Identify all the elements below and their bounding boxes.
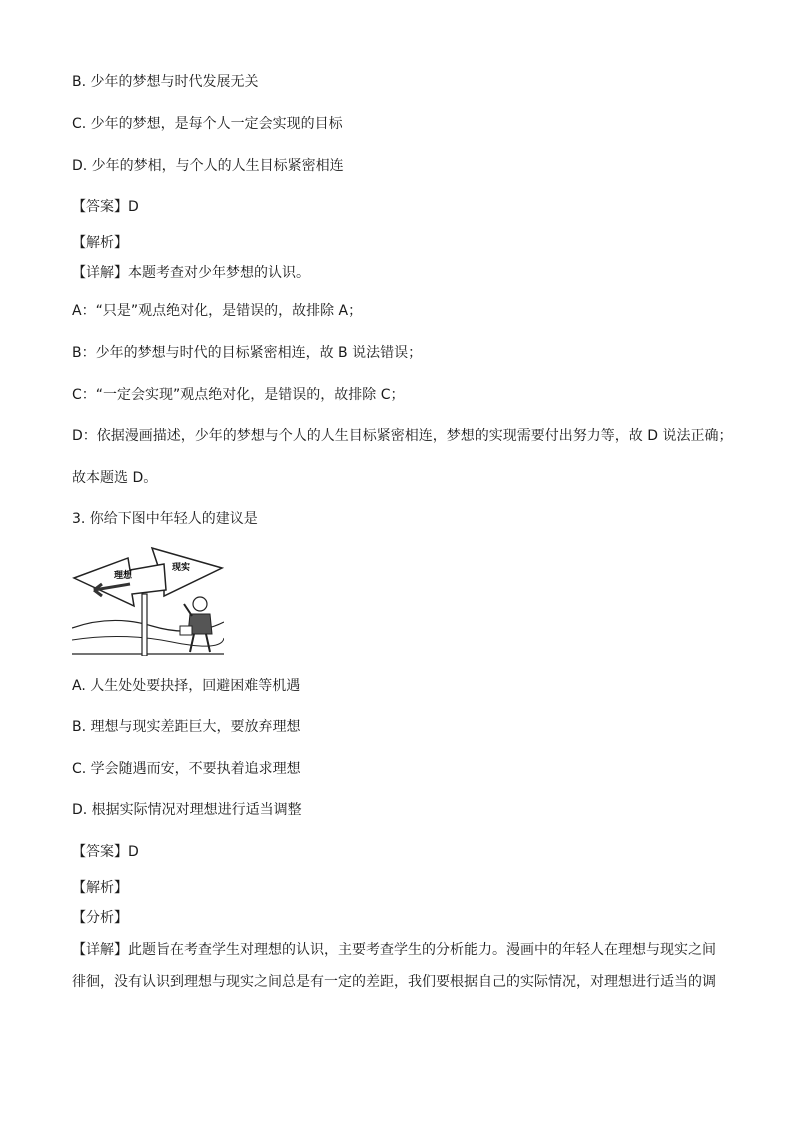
q2-note-b: B：少年的梦想与时代的目标紧密相连，故 B 说法错误； (72, 345, 423, 361)
q2-note-c: C：“一定会实现”观点绝对化，是错误的，故排除 C； (72, 387, 405, 403)
q3-detail: 【详解】此题旨在考查学生对理想的认识，主要考查学生的分析能力。漫画中的年轻人在理想与现实之间徘徊，没有认识到理想与现实之间总是有一定的差距，我们要根据自己的实际情况，对理想进行适当的调 (72, 942, 716, 990)
sign-label-reality: 现实 (172, 563, 191, 573)
person-head (193, 597, 207, 611)
ideal-sign (74, 558, 166, 606)
q3-fenxi-label: 【分析】 (72, 910, 128, 926)
q2-option-d: D. 少年的梦相，与个人的人生目标紧密相连 (72, 158, 344, 174)
q2-answer: 【答案】D (72, 199, 139, 215)
q3-option-a: A. 人生处处要抉择，回避困难等机遇 (72, 678, 301, 694)
sign-label-ideal: 理想 (114, 571, 133, 581)
sign-post (142, 594, 147, 656)
q3-option-d: D. 根据实际情况对理想进行适当调整 (72, 802, 302, 818)
q3-question: 3. 你给下图中年轻人的建议是 (72, 511, 258, 527)
q2-conclusion: 故本题选 D。 (72, 470, 158, 486)
q2-note-a: A：“只是”观点绝对化，是错误的，故排除 A； (72, 303, 363, 319)
q2-option-b: B. 少年的梦想与时代发展无关 (72, 74, 259, 90)
q2-detail: 【详解】本题考查对少年梦想的认识。 (72, 265, 310, 281)
q3-option-c: C. 学会随遇而安，不要执着追求理想 (72, 761, 301, 777)
crossroads-illustration (72, 544, 224, 656)
q3-answer: 【答案】D (72, 844, 139, 860)
q2-note-d: D：依据漫画描述，少年的梦想与个人的人生目标紧密相连，梦想的实现需要付出努力等，故 D 说法正确； (72, 428, 733, 444)
q2-analysis-label: 【解析】 (72, 235, 128, 251)
q2-option-c: C. 少年的梦想，是每个人一定会实现的目标 (72, 116, 343, 132)
q3-analysis-label: 【解析】 (72, 880, 128, 896)
cartoon-figure (72, 544, 224, 656)
q3-option-b: B. 理想与现实差距巨大，要放弃理想 (72, 719, 301, 735)
